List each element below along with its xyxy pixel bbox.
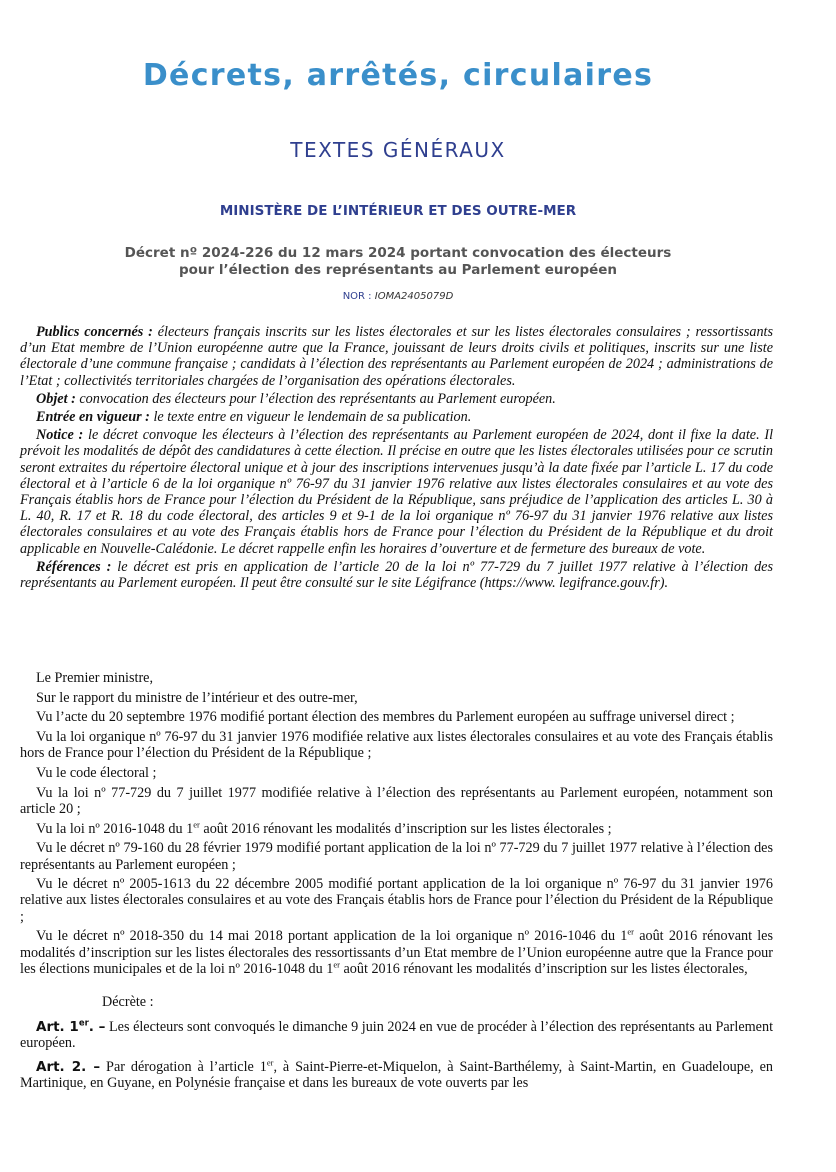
ministry-heading: MINISTÈRE DE L’INTÉRIEUR ET DES OUTRE-MER [219,203,577,219]
visa-paragraph: Vu l’acte du 20 septembre 1976 modifié portant élection des membres du Parlement européen au suffrage universel direct ; [36,709,735,726]
notice-references [20,559,773,591]
nor-value: IOMA2405079D [374,291,454,302]
decrete-heading: Décrète : [102,993,154,1010]
journal-banner-title: Décrets, arrêtés, circulaires [142,58,654,93]
decree-body [20,670,773,1098]
section-heading: TEXTES GÉNÉRAUX [290,138,506,162]
publics-text: électeurs français inscrits sur les listes électorales et sur les listes électorales consulaires ; ressortissants d’un Etat membre de l’Union européenne autre que la France, jouissant de leurs droits civils et politiques, inscrits sur une liste électorale d’une commune française ; candidats à l’élection des représentants au Parlement européen de 2024 ; administrations de l’Etat ; collectivités territoriales chargées de l’organisation des opérations électorales. [20,324,773,389]
references-label: Références : [36,558,112,575]
visa-paragraph: Vu la loi organique nº 76-97 du 31 janvier 1976 modifiée relative aux listes électorales consulaires et au vote des Français établis hors de France pour l’élection du Président de la République ; [20,729,773,762]
entree-text: le texte entre en vigueur le lendemain de sa publication. [153,409,472,426]
notice-block [20,324,773,593]
notice-objet [20,391,773,407]
visa-paragraph: Vu la loi nº 2016-1048 du 1er août 2016 rénovant les modalités d’inscription sur les listes électorales ; [36,818,612,837]
notice-notice [20,427,773,557]
preamble-line: Sur le rapport du ministre de l’intérieur et des outre-mer, [36,689,358,706]
nor-label: NOR : [342,291,372,302]
decree-title [0,245,796,279]
visa-paragraph: Vu le code électoral ; [36,765,157,782]
entree-label: Entrée en vigueur : [36,409,150,426]
objet-text: convocation des électeurs pour l’élection des représentants au Parlement européen. [79,390,556,407]
visa-paragraph: Vu le décret nº 79-160 du 28 février 1979 modifié portant application de la loi nº 77-729 du 7 juillet 1977 relative à l’élection des représentants au Parlement européen ; [20,840,773,873]
visa-paragraph: Vu le décret nº 2018-350 du 14 mai 2018 portant application de la loi organique nº 2016-1046 du 1er août 2016 rénovant les modalités d’inscription sur les listes électorales des ressortissants d’un Etat membre de l’Union européenne autre que la France pour les élections municipales et de la loi nº 2016-1048 du 1er août 2016 rénovant les modalités d’inscription sur les listes électorales, [20,926,773,977]
article-2: Art. 2. – Par dérogation à l’article 1er, à Saint-Pierre-et-Miquelon, à Saint-Barthélemy, à Saint-Martin, en Guadeloupe, en Martinique, en Guyane, en Polynésie française et dans les bureaux de vote ouverts par les [20,1056,774,1091]
article-1 [20,1019,773,1051]
visa-paragraph: Vu la loi nº 77-729 du 7 juillet 1977 modifiée relative à l’élection des représentants au Parlement européen, notamment son article 20 ; [20,784,773,817]
decree-title-line-2: pour l’élection des représentants au Parlement européen [178,262,618,278]
notice-label: Notice : [36,427,84,444]
nor-reference [0,291,796,302]
publics-label: Publics concernés : [36,324,153,340]
references-text: le décret est pris en application de l’article 20 de la loi nº 77-729 du 7 juillet 1977 relative à l’élection des représentants au Parlement européen. Il peut être consulté sur le site Légifrance (https://www. legifrance.gouv.fr). [20,558,773,592]
notice-entree [20,409,773,425]
article-1-text: Les électeurs sont convoqués le dimanche 9 juin 2024 en vue de procéder à l’élection des représentants au Parlement européen. [20,1019,774,1052]
objet-label: Objet : [36,390,76,407]
article-2-label: Art. 2. – [36,1058,101,1075]
article-1-label: Art. 1er. – [36,1018,106,1036]
notice-publics [20,324,773,389]
notice-text: le décret convoque les électeurs à l’élection des représentants au Parlement européen de 2024, dont il fixe la date. Il prévoit les modalités de dépôt des candidatures à cette élection. Il précise en outre que les listes électorales utilisées pour ce scrutin seront extraites du répertoire électoral unique et à jour des inscriptions intervenues jusqu’à la date fixée par l’article L. 17 du code électoral et à l’article 6 de la loi organique nº 76-97 du 31 janvier 1976 relative aux listes électorales consulaires et au vote des Français établis hors de France pour l’élection du Président de la République, sans préjudice de l’application des articles L. 30 à L. 40, R. 17 et R. 18 du code électoral, des articles 9 et 9-1 de la loi organique nº 76-97 du 31 janvier 1976 relative aux listes électorales consulaires et au vote des Français établis hors de France pour l’élection du Président de la République et du droit applicable en Nouvelle-Calédonie. Le décret rappelle enfin les horaires d’ouverture et de fermeture des bureaux de vote. [20,427,774,557]
decree-title-line-1: Décret nº 2024-226 du 12 mars 2024 portant convocation des électeurs [124,245,672,261]
preamble-line: Le Premier ministre, [36,670,154,686]
visa-paragraph: Vu le décret nº 2005-1613 du 22 décembre 2005 modifié portant application de la loi organique nº 76-97 du 31 janvier 1976 relative aux listes électorales consulaires et au vote des Français établis hors de France pour l’élection du Président de la République ; [20,876,773,925]
